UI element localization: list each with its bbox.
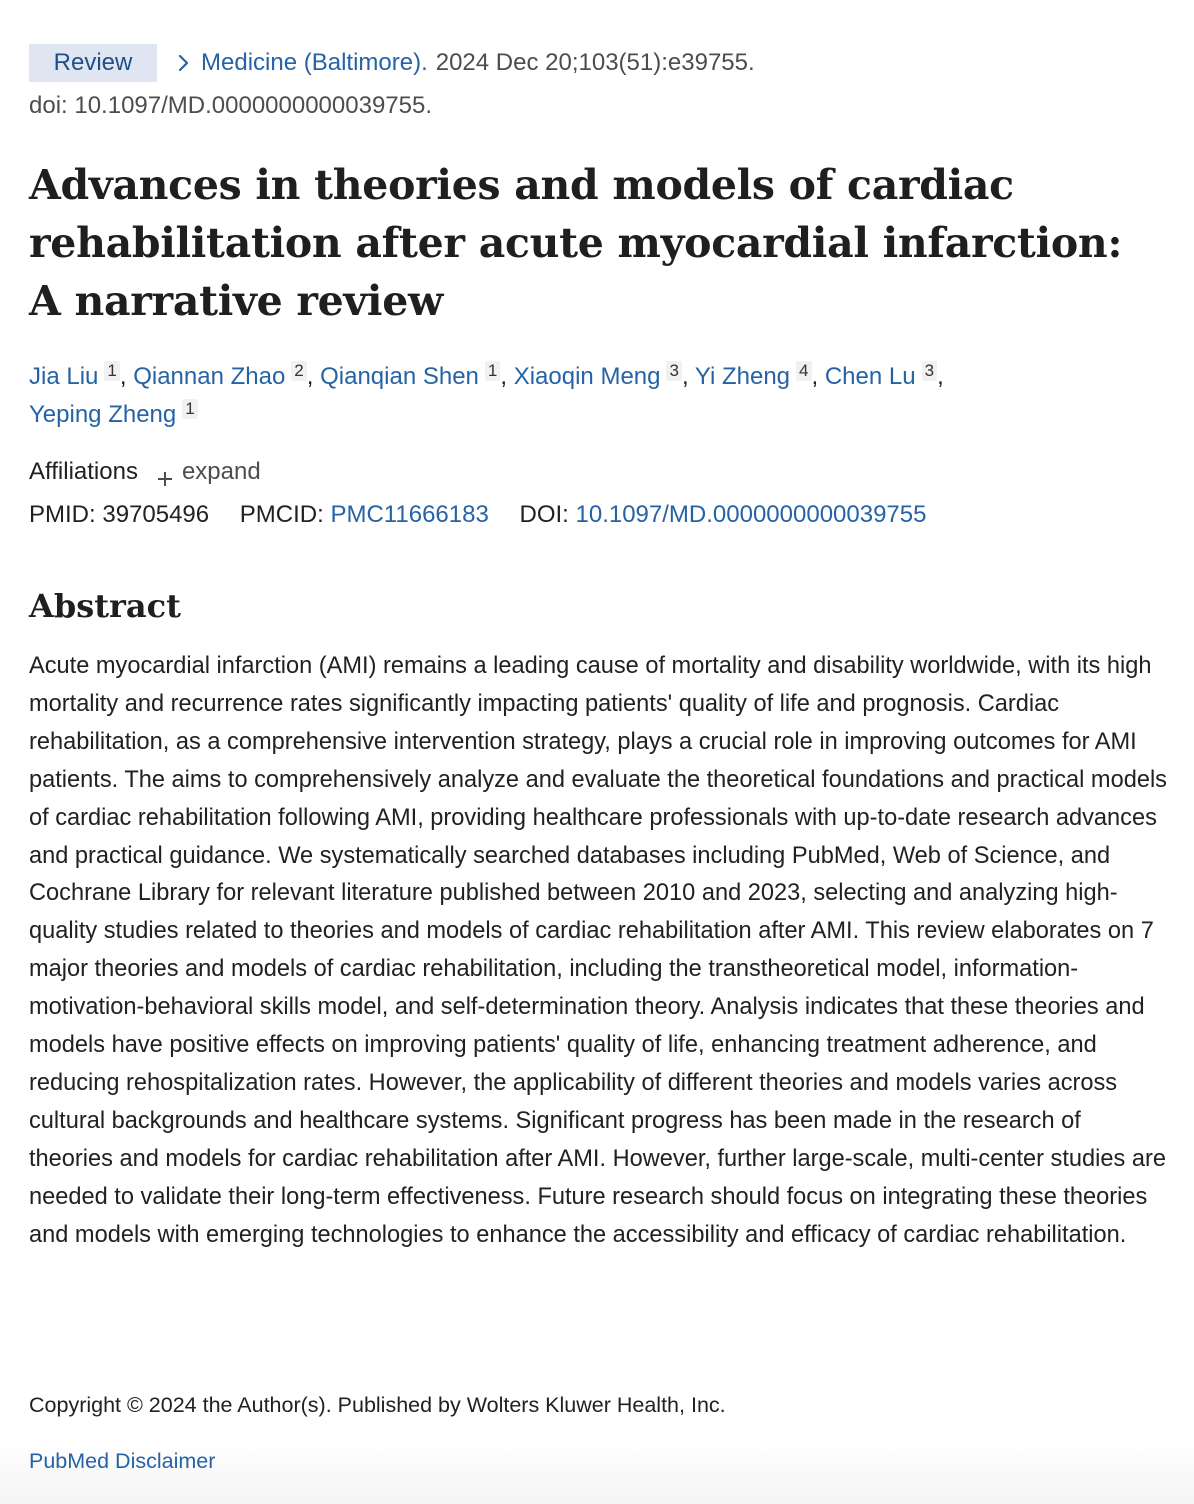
plus-icon[interactable] — [156, 463, 174, 481]
author-item — [133, 363, 307, 390]
author-item — [320, 363, 500, 390]
copyright-text: Copyright © 2024 the Author(s). Published by Wolters Kluwer Health, Inc. — [29, 1393, 726, 1417]
author-link[interactable]: Yi Zheng — [694, 363, 791, 390]
author-link[interactable]: Chen Lu — [824, 363, 916, 390]
chevron-right-icon — [175, 51, 193, 75]
journal-link[interactable]: Medicine (Baltimore). — [201, 49, 428, 76]
affiliation-number[interactable]: 1 — [182, 399, 197, 419]
author-link[interactable]: Qiannan Zhao — [133, 363, 286, 390]
author-link[interactable]: Qianqian Shen — [320, 363, 479, 390]
affiliation-number[interactable]: 3 — [666, 361, 681, 381]
doi-label: DOI: — [519, 501, 569, 528]
abstract-heading: Abstract — [29, 587, 181, 625]
pmcid-link[interactable]: PMC11666183 — [330, 501, 489, 528]
doi-link[interactable]: 10.1097/MD.0000000000039755 — [575, 501, 927, 528]
citation-date-volume: 2024 Dec 20;103(51):e39755. — [435, 49, 755, 76]
author-item — [29, 401, 198, 428]
affiliation-number[interactable]: 4 — [796, 361, 811, 381]
affiliations-label: Affiliations — [29, 458, 138, 485]
affiliation-number[interactable]: 3 — [922, 361, 937, 381]
pubmed-disclaimer-link[interactable]: PubMed Disclaimer — [29, 1449, 216, 1473]
affiliations-toggle[interactable] — [29, 454, 261, 490]
author-link[interactable]: Jia Liu — [29, 363, 99, 390]
author-item — [29, 363, 120, 390]
affiliation-number[interactable]: 1 — [104, 361, 119, 381]
review-badge: Review — [29, 44, 157, 82]
citation-doi: doi: 10.1097/MD.0000000000039755. — [29, 92, 433, 119]
expand-button[interactable]: expand — [181, 458, 261, 485]
affiliation-number[interactable]: 2 — [291, 361, 306, 381]
author-item — [514, 363, 682, 390]
author-list: Jia Liu 1 , Qiannan Zhao 2 , Qianqian Shen 1 , Xiaoqin Meng 3 , Yi Zheng 4 , Chen Lu 3 , Yeping Zheng 1 — [29, 361, 944, 428]
pmid-value: 39705496 — [102, 501, 210, 528]
author-item — [825, 363, 937, 390]
identifiers — [29, 497, 926, 533]
author-item — [695, 363, 812, 390]
pmid-label: PMID: — [29, 501, 96, 528]
page-title: Advances in theories and models of cardiac rehabilitation after acute myocardial infarction: A narrative review — [29, 161, 1123, 325]
author-link[interactable]: Xiaoqin Meng — [513, 363, 661, 390]
pmcid-label: PMCID: — [239, 501, 324, 528]
author-link[interactable]: Yeping Zheng — [29, 401, 177, 428]
abstract-text: Acute myocardial infarction (AMI) remains a leading cause of mortality and disability worldwide, with its high mortality and recurrence rates significantly impacting patients' quality of life and prognosis. Cardiac rehabilitation, as a comprehensive intervention strategy, plays a crucial role in improving outcomes for AMI patients. The aims to comprehensively analyze and evaluate the theoretical foundations and practical models of cardiac rehabilitation following AMI, providing healthcare professionals with up-to-date research advances and practical guidance. We systematically searched databases including PubMed, Web of Science, and Cochrane Library for relevant literature published between 2010 and 2023, selecting and analyzing high-quality studies related to theories and models of cardiac rehabilitation after AMI. This review elaborates on 7 major theories and models of cardiac rehabilitation, including the transtheoretical model, information-motivation-behavioral skills model, and self-determination theory. Analysis indicates that these theories and models have positive effects on improving patients' quality of life, enhancing treatment adherence, and reducing rehospitalization rates. However, the applicability of different theories and models varies across cultural backgrounds and healthcare systems. Significant progress has been made in the research of theories and models for cardiac rehabilitation after AMI. However, further large-scale, multi-center studies are needed to validate their long-term effectiveness. Future research should focus on integrating these theories and models with emerging technologies to enhance the accessibility and efficacy of cardiac rehabilitation. — [29, 653, 1167, 1248]
affiliation-number[interactable]: 1 — [485, 361, 500, 381]
citation-line — [29, 44, 755, 82]
